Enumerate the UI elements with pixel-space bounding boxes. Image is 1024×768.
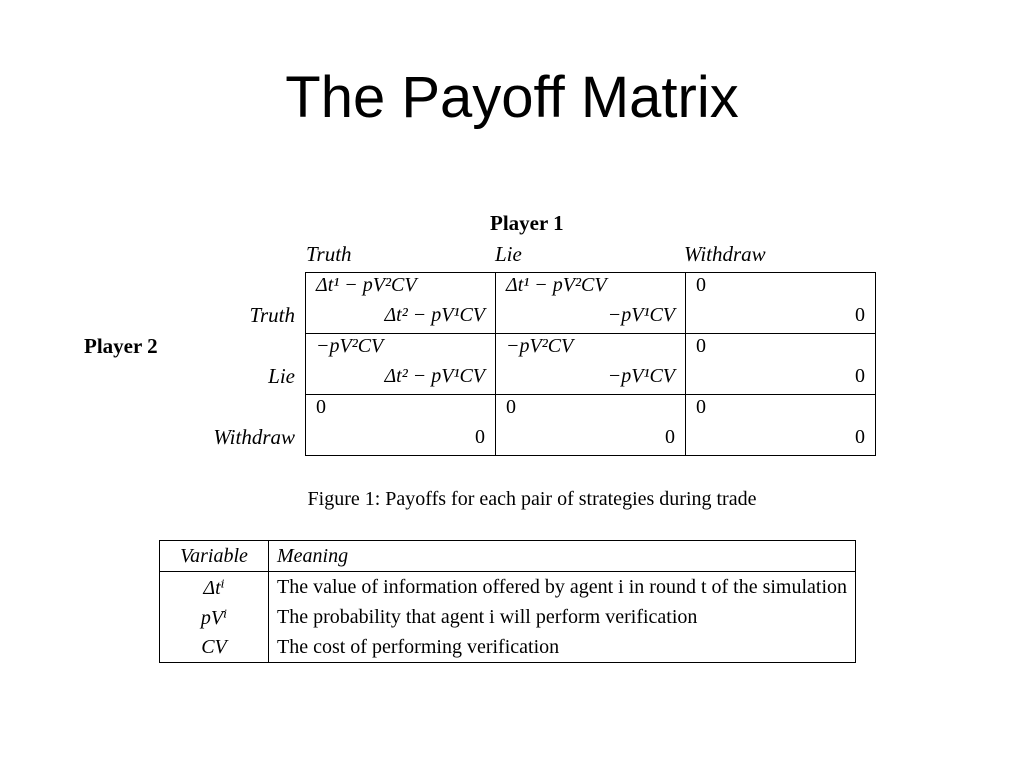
- matrix-cell: [496, 334, 686, 395]
- variables-header-row: [160, 541, 856, 572]
- variable-meaning: The probability that agent i will perform verification: [277, 605, 698, 628]
- player1-label: Player 1: [490, 211, 564, 235]
- table-row: [160, 602, 856, 632]
- variable-symbol: Δtⁱ: [160, 572, 269, 603]
- matrix-cell: [686, 395, 876, 456]
- variable-column-header: Variable: [160, 541, 269, 572]
- player1-payoff: 0: [696, 396, 706, 418]
- player2-payoff: 0: [855, 426, 865, 448]
- meaning-column-header: Meaning: [269, 541, 856, 572]
- player2-payoff: 0: [475, 426, 485, 448]
- variable-meaning: The cost of performing verification: [277, 635, 560, 658]
- column-header-lie: Lie: [495, 242, 522, 266]
- row-header-withdraw: Withdraw: [213, 425, 295, 449]
- figure-caption: Figure 1: Payoffs for each pair of strategies during trade: [307, 488, 757, 510]
- player1-payoff: 0: [506, 396, 516, 418]
- variable-symbol: pVⁱ: [160, 602, 269, 632]
- player1-payoff: Δt¹ − pV²CV: [506, 274, 607, 296]
- player1-payoff: −pV²CV: [506, 335, 574, 357]
- matrix-cell: [686, 273, 876, 334]
- column-header-truth: Truth: [306, 242, 352, 266]
- row-header-truth: Truth: [249, 303, 295, 327]
- row-header-lie: Lie: [268, 364, 295, 388]
- variable-meaning: The value of information offered by agent i in round t of the simulation: [277, 575, 848, 598]
- matrix-cell: [496, 395, 686, 456]
- matrix-cell: [686, 334, 876, 395]
- player2-payoff: 0: [665, 426, 675, 448]
- player1-payoff: Δt¹ − pV²CV: [316, 274, 417, 296]
- matrix-row: [306, 395, 876, 456]
- player1-payoff: 0: [316, 396, 326, 418]
- payoff-matrix: [305, 272, 876, 456]
- matrix-cell: [306, 395, 496, 456]
- player2-payoff: −pV¹CV: [607, 304, 675, 326]
- table-row: [160, 572, 856, 603]
- variable-symbol: CV: [160, 632, 269, 663]
- variables-table: [159, 540, 856, 663]
- matrix-row: [306, 334, 876, 395]
- player2-payoff: Δt² − pV¹CV: [384, 365, 485, 387]
- player2-payoff: 0: [855, 304, 865, 326]
- matrix-cell: [306, 334, 496, 395]
- player2-label: Player 2: [84, 334, 158, 358]
- player1-payoff: −pV²CV: [316, 335, 384, 357]
- matrix-row: [306, 273, 876, 334]
- player2-payoff: 0: [855, 365, 865, 387]
- player1-payoff: 0: [696, 335, 706, 357]
- table-row: [160, 632, 856, 663]
- player2-payoff: −pV¹CV: [607, 365, 675, 387]
- matrix-cell: [306, 273, 496, 334]
- player1-payoff: 0: [696, 274, 706, 296]
- slide-title: The Payoff Matrix: [285, 65, 739, 130]
- matrix-cell: [496, 273, 686, 334]
- player2-payoff: Δt² − pV¹CV: [384, 304, 485, 326]
- column-header-withdraw: Withdraw: [684, 242, 766, 266]
